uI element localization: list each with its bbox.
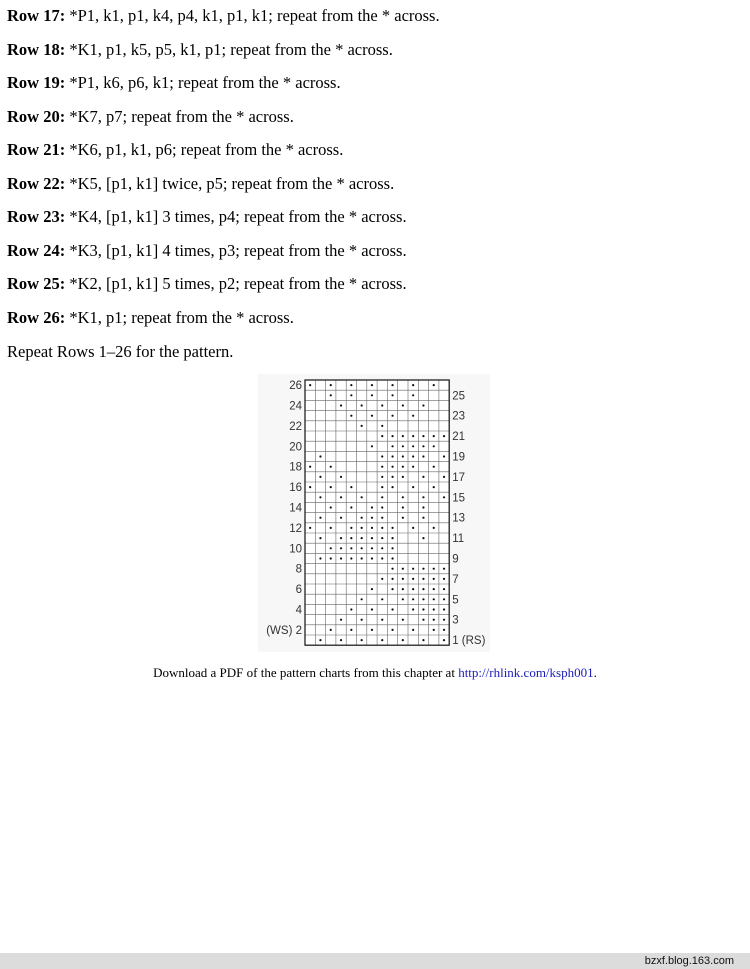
- purl-dot: [371, 629, 373, 631]
- instruction-row: [7, 5, 737, 39]
- purl-dot: [330, 466, 332, 468]
- right-row-label: 17: [452, 471, 465, 484]
- left-row-label: 18: [289, 461, 302, 474]
- left-row-label: 22: [289, 420, 302, 433]
- purl-dot: [361, 639, 363, 641]
- row-label: Row 24:: [7, 240, 66, 260]
- purl-dot: [330, 506, 332, 508]
- row-label: Row 19:: [7, 73, 66, 92]
- instruction-row: [7, 139, 737, 173]
- purl-dot: [381, 517, 383, 519]
- row-text: *K6, p1, k1, p6; repeat from the * across.: [65, 140, 344, 159]
- chart-caption: [0, 665, 750, 681]
- purl-dot: [391, 435, 393, 437]
- purl-dot: [443, 588, 445, 590]
- purl-dot: [402, 619, 404, 621]
- instruction-list: [7, 5, 737, 340]
- row-text: *K3, [p1, k1] 4 times, p3; repeat from the * across.: [65, 240, 407, 260]
- purl-dot: [443, 639, 445, 641]
- instruction-row: [7, 307, 737, 341]
- purl-dot: [330, 547, 332, 549]
- row-label: Row 20:: [7, 106, 66, 126]
- purl-dot: [412, 578, 414, 580]
- purl-dot: [422, 608, 424, 610]
- purl-dot: [433, 435, 435, 437]
- purl-dot: [433, 527, 435, 529]
- purl-dot: [319, 517, 321, 519]
- purl-dot: [412, 588, 414, 590]
- purl-dot: [371, 394, 373, 396]
- row-label: Row 18:: [7, 39, 66, 59]
- right-row-label: 19: [452, 451, 465, 464]
- purl-dot: [391, 486, 393, 488]
- purl-dot: [319, 496, 321, 498]
- purl-dot: [319, 476, 321, 478]
- purl-dot: [412, 466, 414, 468]
- purl-dot: [371, 527, 373, 529]
- purl-dot: [330, 384, 332, 386]
- purl-dot: [350, 394, 352, 396]
- stitch-chart-svg: [258, 374, 490, 652]
- instruction-row: [7, 273, 737, 307]
- right-row-label: 7: [452, 573, 459, 586]
- purl-dot: [381, 547, 383, 549]
- purl-dot: [381, 598, 383, 600]
- purl-dot: [391, 568, 393, 570]
- purl-dot: [350, 486, 352, 488]
- purl-dot: [309, 384, 311, 386]
- purl-dot: [381, 639, 383, 641]
- purl-dot: [371, 445, 373, 447]
- purl-dot: [391, 557, 393, 559]
- footer-bar: [0, 953, 750, 969]
- row-text: *K5, [p1, k1] twice, p5; repeat from the * across.: [65, 173, 395, 193]
- purl-dot: [361, 537, 363, 539]
- purl-dot: [361, 425, 363, 427]
- row-text: *P1, k1, p1, k4, p4, k1, p1, k1; repeat from the * across.: [65, 6, 440, 25]
- purl-dot: [340, 517, 342, 519]
- purl-dot: [433, 445, 435, 447]
- purl-dot: [422, 506, 424, 508]
- purl-dot: [350, 527, 352, 529]
- left-row-label: 24: [289, 400, 302, 413]
- purl-dot: [422, 404, 424, 406]
- purl-dot: [319, 557, 321, 559]
- purl-dot: [422, 537, 424, 539]
- purl-dot: [412, 608, 414, 610]
- purl-dot: [381, 557, 383, 559]
- right-row-label: 25: [452, 390, 465, 403]
- purl-dot: [402, 598, 404, 600]
- row-text: *K2, [p1, k1] 5 times, p2; repeat from the * across.: [65, 274, 407, 293]
- purl-dot: [350, 537, 352, 539]
- purl-dot: [422, 619, 424, 621]
- purl-dot: [371, 537, 373, 539]
- purl-dot: [402, 588, 404, 590]
- purl-dot: [340, 476, 342, 478]
- right-row-label: 5: [452, 594, 459, 607]
- purl-dot: [391, 629, 393, 631]
- purl-dot: [391, 455, 393, 457]
- repeat-note: Repeat Rows 1–26 for the pattern.: [7, 342, 234, 361]
- left-row-label: 16: [289, 482, 302, 495]
- purl-dot: [340, 537, 342, 539]
- purl-dot: [381, 527, 383, 529]
- purl-dot: [391, 527, 393, 529]
- right-row-label: 11: [452, 533, 465, 546]
- purl-dot: [412, 629, 414, 631]
- purl-dot: [402, 476, 404, 478]
- right-row-label: 21: [452, 431, 465, 444]
- right-row-label: 3: [452, 614, 459, 627]
- purl-dot: [371, 557, 373, 559]
- purl-dot: [422, 445, 424, 447]
- purl-dot: [422, 517, 424, 519]
- left-row-label: 4: [295, 604, 302, 617]
- right-row-label: 15: [452, 492, 465, 505]
- instruction-row: [7, 39, 737, 73]
- left-row-label: 20: [289, 441, 302, 454]
- purl-dot: [381, 578, 383, 580]
- purl-dot: [350, 384, 352, 386]
- purl-dot: [330, 486, 332, 488]
- purl-dot: [340, 557, 342, 559]
- purl-dot: [443, 578, 445, 580]
- right-row-label: 23: [452, 410, 465, 423]
- purl-dot: [422, 639, 424, 641]
- purl-dot: [340, 496, 342, 498]
- row-text: *K1, p1; repeat from the * across.: [65, 307, 294, 327]
- purl-dot: [361, 557, 363, 559]
- left-row-label: 6: [295, 584, 302, 597]
- purl-dot: [371, 506, 373, 508]
- purl-dot: [412, 527, 414, 529]
- purl-dot: [443, 455, 445, 457]
- purl-dot: [391, 608, 393, 610]
- purl-dot: [433, 619, 435, 621]
- purl-dot: [391, 547, 393, 549]
- purl-dot: [361, 619, 363, 621]
- purl-dot: [391, 537, 393, 539]
- right-row-label: 1 (RS): [452, 635, 486, 648]
- purl-dot: [361, 527, 363, 529]
- purl-dot: [433, 588, 435, 590]
- purl-dot: [433, 568, 435, 570]
- purl-dot: [381, 435, 383, 437]
- purl-dot: [443, 568, 445, 570]
- purl-dot: [371, 608, 373, 610]
- purl-dot: [412, 455, 414, 457]
- purl-dot: [381, 537, 383, 539]
- purl-dot: [319, 639, 321, 641]
- left-row-label: 12: [289, 522, 302, 535]
- purl-dot: [422, 568, 424, 570]
- purl-dot: [330, 527, 332, 529]
- purl-dot: [422, 496, 424, 498]
- stitch-chart: [258, 374, 490, 652]
- purl-dot: [433, 578, 435, 580]
- purl-dot: [391, 384, 393, 386]
- row-label: Row 25:: [7, 274, 66, 293]
- left-row-label: 26: [289, 380, 302, 393]
- purl-dot: [391, 578, 393, 580]
- purl-dot: [412, 598, 414, 600]
- row-text: *K1, p1, k5, p5, k1, p1; repeat from the * across.: [65, 39, 393, 59]
- instruction-row: [7, 206, 737, 240]
- purl-dot: [361, 517, 363, 519]
- purl-dot: [340, 639, 342, 641]
- purl-dot: [412, 435, 414, 437]
- row-text: *P1, k6, p6, k1; repeat from the * across.: [65, 73, 341, 92]
- purl-dot: [391, 394, 393, 396]
- purl-dot: [319, 537, 321, 539]
- purl-dot: [412, 486, 414, 488]
- purl-dot: [402, 568, 404, 570]
- instruction-row: [7, 106, 737, 140]
- row-text: *K4, [p1, k1] 3 times, p4; repeat from the * across.: [65, 207, 407, 226]
- purl-dot: [433, 598, 435, 600]
- purl-dot: [402, 404, 404, 406]
- purl-dot: [340, 619, 342, 621]
- purl-dot: [361, 496, 363, 498]
- purl-dot: [381, 506, 383, 508]
- instruction-row: [7, 240, 737, 274]
- purl-dot: [319, 455, 321, 457]
- purl-dot: [443, 435, 445, 437]
- row-label: Row 21:: [7, 140, 66, 159]
- row-text: *K7, p7; repeat from the * across.: [65, 106, 294, 126]
- purl-dot: [381, 425, 383, 427]
- purl-dot: [371, 384, 373, 386]
- purl-dot: [330, 629, 332, 631]
- purl-dot: [350, 629, 352, 631]
- purl-dot: [433, 608, 435, 610]
- purl-dot: [350, 506, 352, 508]
- purl-dot: [433, 486, 435, 488]
- purl-dot: [402, 445, 404, 447]
- purl-dot: [402, 578, 404, 580]
- purl-dot: [412, 445, 414, 447]
- purl-dot: [433, 629, 435, 631]
- purl-dot: [381, 619, 383, 621]
- left-row-label: 14: [289, 502, 302, 515]
- purl-dot: [422, 588, 424, 590]
- left-row-label: (WS) 2: [266, 624, 302, 637]
- purl-dot: [350, 557, 352, 559]
- purl-dot: [402, 639, 404, 641]
- purl-dot: [371, 415, 373, 417]
- purl-dot: [391, 476, 393, 478]
- purl-dot: [381, 486, 383, 488]
- purl-dot: [309, 466, 311, 468]
- purl-dot: [402, 517, 404, 519]
- purl-dot: [443, 608, 445, 610]
- caption-text: Download a PDF of the pattern charts from this chapter at: [153, 665, 459, 680]
- purl-dot: [330, 394, 332, 396]
- purl-dot: [412, 394, 414, 396]
- purl-dot: [391, 466, 393, 468]
- instruction-row: [7, 72, 737, 106]
- right-row-label: 13: [452, 512, 465, 525]
- purl-dot: [443, 476, 445, 478]
- footer-watermark: bzxf.blog.163.com: [644, 955, 734, 967]
- row-label: Row 22:: [7, 173, 66, 193]
- purl-dot: [412, 384, 414, 386]
- pdf-download-link[interactable]: http://rhlink.com/ksph001: [458, 665, 594, 680]
- purl-dot: [361, 547, 363, 549]
- purl-dot: [340, 404, 342, 406]
- purl-dot: [361, 404, 363, 406]
- left-row-label: 10: [289, 543, 302, 556]
- purl-dot: [309, 527, 311, 529]
- row-label: Row 26:: [7, 307, 66, 327]
- purl-dot: [443, 619, 445, 621]
- purl-dot: [361, 598, 363, 600]
- purl-dot: [402, 496, 404, 498]
- purl-dot: [350, 415, 352, 417]
- purl-dot: [443, 629, 445, 631]
- instruction-row: [7, 173, 737, 207]
- purl-dot: [381, 455, 383, 457]
- purl-dot: [402, 455, 404, 457]
- purl-dot: [371, 517, 373, 519]
- purl-dot: [402, 466, 404, 468]
- purl-dot: [381, 496, 383, 498]
- purl-dot: [391, 588, 393, 590]
- purl-dot: [422, 455, 424, 457]
- purl-dot: [391, 445, 393, 447]
- purl-dot: [433, 384, 435, 386]
- purl-dot: [433, 466, 435, 468]
- right-row-label: 9: [452, 553, 459, 566]
- purl-dot: [402, 435, 404, 437]
- row-label: Row 17:: [7, 6, 66, 25]
- purl-dot: [350, 547, 352, 549]
- left-row-label: 8: [295, 563, 302, 576]
- purl-dot: [309, 486, 311, 488]
- purl-dot: [391, 415, 393, 417]
- purl-dot: [381, 476, 383, 478]
- purl-dot: [422, 578, 424, 580]
- purl-dot: [412, 415, 414, 417]
- purl-dot: [412, 568, 414, 570]
- purl-dot: [443, 598, 445, 600]
- purl-dot: [330, 557, 332, 559]
- purl-dot: [402, 506, 404, 508]
- purl-dot: [381, 404, 383, 406]
- purl-dot: [340, 547, 342, 549]
- row-label: Row 23:: [7, 207, 66, 226]
- purl-dot: [371, 547, 373, 549]
- purl-dot: [422, 435, 424, 437]
- purl-dot: [443, 496, 445, 498]
- purl-dot: [381, 466, 383, 468]
- purl-dot: [350, 608, 352, 610]
- caption-suffix: .: [593, 665, 597, 680]
- purl-dot: [422, 598, 424, 600]
- purl-dot: [422, 476, 424, 478]
- purl-dot: [371, 588, 373, 590]
